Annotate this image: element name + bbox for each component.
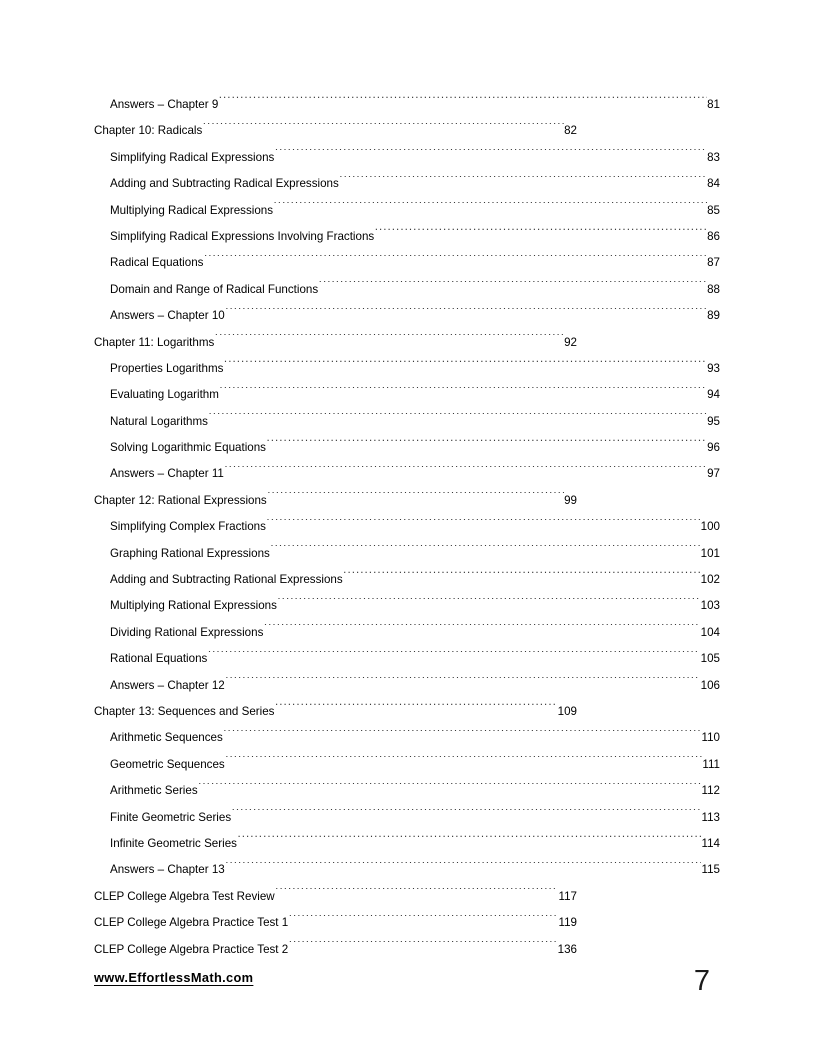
toc-entry-title: Radical Equations [110,256,204,270]
toc-entry-title: Simplifying Radical Expressions [110,150,275,164]
toc-entry-page-number: 95 [707,414,720,428]
toc-dot-leader [264,624,700,636]
toc-entry-page-number: 81 [707,98,720,111]
toc-entry-page-number: 92 [564,335,577,349]
toc-dot-leader [319,281,707,293]
toc-entry-page-number: 117 [558,889,577,903]
toc-entry[interactable] [0,831,816,857]
toc-entry[interactable] [0,857,816,883]
toc-entry-title: Rational Equations [110,652,208,666]
toc-entry[interactable] [0,752,816,778]
toc-entry[interactable] [0,514,816,540]
toc-entry[interactable] [0,673,816,699]
toc-entry[interactable] [0,699,816,725]
toc-entry-title: Simplifying Complex Fractions [110,520,266,534]
toc-dot-leader [343,571,700,583]
toc-entry[interactable] [0,646,816,672]
footer-website-url[interactable]: www.EffortlessMath.com [94,970,254,985]
toc-entry-page-number: 101 [700,546,720,560]
toc-entry-page-number: 89 [707,309,720,323]
toc-entry-page-number: 113 [701,810,720,824]
toc-entry-title: Evaluating Logarithm [110,388,219,402]
toc-entry-title: Dividing Rational Expressions [110,625,264,639]
toc-dot-leader [224,466,706,478]
toc-dot-leader [275,149,707,161]
toc-dot-leader [215,334,564,346]
toc-entry[interactable] [0,250,816,276]
toc-entry-page-number: 83 [707,150,720,164]
toc-entry-page-number: 104 [700,625,720,639]
toc-entry[interactable] [0,435,816,461]
toc-entry-title: CLEP College Algebra Practice Test 1 [94,916,289,930]
toc-dot-leader [274,202,707,214]
toc-entry-page-number: 82 [564,124,577,138]
toc-dot-leader [224,360,707,372]
toc-entry-title: Chapter 13: Sequences and Series [94,704,275,718]
toc-entry-page-number: 109 [557,704,577,718]
toc-entry-page-number: 136 [557,942,577,956]
toc-entry-title: Domain and Range of Radical Functions [110,282,319,296]
toc-entry-page-number: 88 [707,282,720,296]
toc-dot-leader [289,941,557,953]
toc-entry-title: Solving Logarithmic Equations [110,441,266,455]
toc-entry[interactable] [0,725,816,751]
toc-dot-leader [225,308,706,320]
toc-entry-page-number: 94 [707,388,720,402]
toc-dot-leader [219,387,706,399]
toc-dot-leader [266,439,706,451]
toc-entry-page-number: 87 [707,256,720,270]
toc-entry-page-number: 102 [700,573,720,587]
toc-entry-page-number: 105 [700,652,720,666]
toc-dot-leader [203,123,564,135]
toc-entry-page-number: 86 [707,229,720,243]
toc-entry-title: Answers – Chapter 13 [110,863,225,877]
toc-dot-leader [267,492,563,504]
toc-entry[interactable] [0,620,816,646]
toc-dot-leader [225,677,700,689]
toc-entry-page-number: 93 [707,361,720,375]
toc-entry-title: Infinite Geometric Series [110,836,237,850]
toc-entry-page-number: 112 [701,784,720,798]
toc-entry[interactable] [0,356,816,382]
toc-entry-title: Properties Logarithms [110,361,224,375]
toc-entry[interactable] [0,224,816,250]
toc-entry[interactable] [0,778,816,804]
toc-dot-leader [237,835,701,847]
toc-entry[interactable] [0,198,816,224]
toc-entry[interactable] [0,805,816,831]
toc-entry-title: Answers – Chapter 11 [110,467,224,481]
toc-dot-leader [289,915,558,927]
toc-entry-title: Natural Logarithms [110,414,208,428]
toc-entry[interactable] [0,409,816,435]
toc-entry-title: Arithmetic Series [110,784,198,798]
toc-entry-title: CLEP College Algebra Practice Test 2 [94,942,289,956]
toc-entry-page-number: 100 [700,520,720,534]
toc-entry-title: Chapter 11: Logarithms [94,335,215,349]
toc-entry-title: Adding and Subtracting Radical Expressions [110,177,339,191]
page-number: 7 [693,965,711,997]
toc-dot-leader [277,598,700,610]
toc-dot-leader [198,783,701,795]
toc-entry[interactable] [0,382,816,408]
toc-entry-title: Answers – Chapter 9 [110,98,219,111]
toc-entry-title: Geometric Sequences [110,757,225,771]
toc-entry-title: Graphing Rational Expressions [110,546,270,560]
toc-entry-title: Arithmetic Sequences [110,731,223,745]
toc-dot-leader [270,545,700,557]
toc-entry[interactable] [0,461,816,487]
toc-entry-page-number: 85 [707,203,720,217]
toc-entry-title: Multiplying Rational Expressions [110,599,277,613]
toc-entry-page-number: 119 [558,916,577,930]
toc-entry-title: Simplifying Radical Expressions Involving Fractions [110,229,375,243]
table-of-contents-list [0,92,816,963]
toc-entry[interactable] [0,488,816,514]
toc-entry[interactable] [0,541,816,567]
toc-dot-leader [208,413,706,425]
toc-entry[interactable] [0,145,816,171]
toc-entry-title: Answers – Chapter 12 [110,678,225,692]
toc-dot-leader [232,809,701,821]
toc-dot-leader [375,228,707,240]
toc-entry-title: CLEP College Algebra Test Review [94,889,275,903]
toc-dot-leader [225,862,701,874]
toc-entry[interactable] [0,303,816,329]
toc-entry-page-number: 103 [700,599,720,613]
toc-entry[interactable] [0,92,816,118]
toc-entry[interactable] [0,277,816,303]
toc-entry[interactable] [0,330,816,356]
toc-entry-page-number: 114 [701,836,720,850]
toc-entry-page-number: 115 [701,863,720,877]
toc-entry-title: Finite Geometric Series [110,810,232,824]
toc-entry-page-number: 99 [564,493,577,507]
toc-entry-page-number: 84 [707,177,720,191]
toc-dot-leader [219,96,707,108]
toc-entry[interactable] [0,118,816,144]
toc-entry[interactable] [0,171,816,197]
page-footer [0,962,816,1006]
toc-dot-leader [208,651,700,663]
toc-dot-leader [223,730,701,742]
toc-entry-page-number: 106 [700,678,720,692]
toc-entry-page-number: 111 [702,757,720,771]
toc-dot-leader [275,703,557,715]
toc-dot-leader [339,176,706,188]
toc-entry-title: Chapter 10: Radicals [94,124,203,138]
toc-entry-page-number: 96 [707,441,720,455]
toc-entry-title: Adding and Subtracting Rational Expressions [110,573,343,587]
toc-entry-title: Chapter 12: Rational Expressions [94,493,267,507]
toc-entry[interactable] [0,910,816,936]
toc-entry[interactable] [0,884,816,910]
toc-entry-title: Answers – Chapter 10 [110,309,225,323]
toc-dot-leader [275,888,558,900]
toc-entry[interactable] [0,567,816,593]
toc-dot-leader [225,756,702,768]
toc-entry[interactable] [0,593,816,619]
toc-entry-page-number: 97 [707,467,720,481]
toc-dot-leader [266,519,700,531]
toc-entry-page-number: 110 [701,731,720,745]
toc-entry[interactable] [0,937,816,963]
toc-entry-title: Multiplying Radical Expressions [110,203,274,217]
toc-dot-leader [204,255,707,267]
